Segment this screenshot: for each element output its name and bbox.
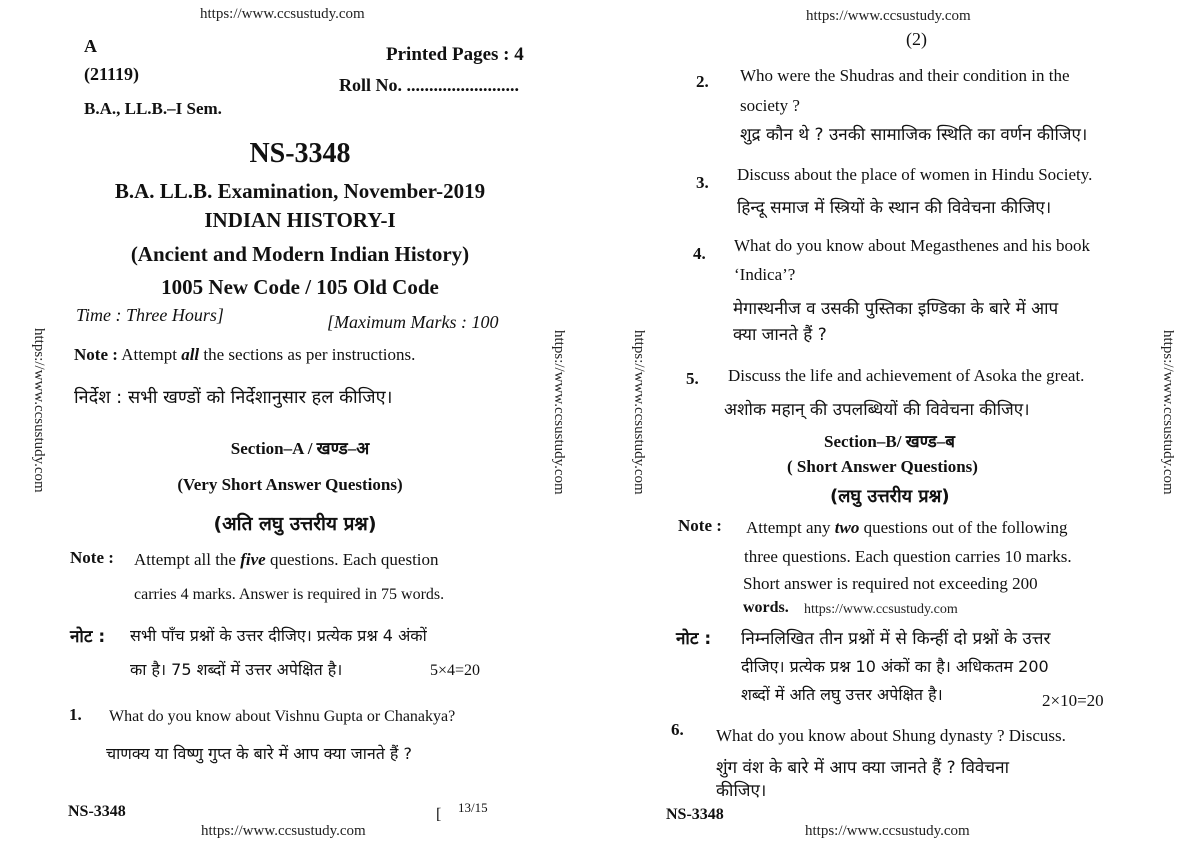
q5-hindi: अशोक महान् की उपलब्धियों की विवेचना कीजिए। xyxy=(724,400,1030,420)
series-label: A xyxy=(84,36,97,56)
page-number: (2) xyxy=(906,29,927,49)
note-b-line2: three questions. Each question carries 10 marks. xyxy=(744,547,1072,566)
marks-b: 2×10=20 xyxy=(1042,691,1104,710)
q2-number: 2. xyxy=(696,72,709,91)
q3-english: Discuss about the place of women in Hindu Society. xyxy=(737,165,1093,184)
q5-english: Discuss the life and achievement of Asoka the great. xyxy=(728,366,1085,385)
vsaq-heading: (Very Short Answer Questions) xyxy=(177,475,403,494)
saq-heading: ( Short Answer Questions) xyxy=(787,457,978,476)
note-a-hi-label: नोट : xyxy=(70,627,106,647)
url-side-right-outer: https://www.ccsustudy.com xyxy=(1160,330,1176,495)
url-side-left-outer: https://www.ccsustudy.com xyxy=(31,328,47,493)
code-line: 1005 New Code / 105 Old Code xyxy=(161,275,439,299)
q1-number: 1. xyxy=(69,705,82,724)
note-a-line1 xyxy=(134,550,439,570)
q5-number: 5. xyxy=(686,369,699,388)
paper-code: (21119) xyxy=(84,64,140,84)
code-title: NS-3348 xyxy=(249,138,351,169)
saq-hindi: (लघु उत्तरीय प्रश्न) xyxy=(830,486,950,507)
q3-number: 3. xyxy=(696,173,709,192)
url-side-right-inner: https://www.ccsustudy.com xyxy=(631,330,647,495)
note-text-post: the sections as per instructions. xyxy=(199,345,416,364)
footer-page: 13/15 xyxy=(458,800,488,815)
subject-title: INDIAN HISTORY-I xyxy=(204,208,396,232)
q4-hindi-2: क्या जानते हैं ? xyxy=(733,325,827,345)
note-a-hi-line1: सभी पाँच प्रश्नों के उत्तर दीजिए। प्रत्येक प्रश्न 4 अंकों xyxy=(130,626,427,645)
footer-bracket: [ xyxy=(436,806,442,823)
note-text-pre: Attempt xyxy=(121,345,182,364)
printed-pages: Printed Pages : 4 xyxy=(386,44,524,65)
note-b-line3: Short answer is required not exceeding 200 xyxy=(743,574,1038,593)
nirdesh-text: निर्देश : सभी खण्डों को निर्देशानुसार हल कीजिए। xyxy=(74,387,393,408)
section-b-heading: Section–B/ खण्ड–ब xyxy=(824,432,955,451)
q6-hindi-2: कीजिए। xyxy=(716,781,767,801)
url-top-left: https://www.ccsustudy.com xyxy=(200,6,365,22)
q4-english-1: What do you know about Megasthenes and his book xyxy=(734,236,1090,255)
q3-hindi: हिन्दू समाज में स्त्रियों के स्थान की विवेचना कीजिए। xyxy=(737,198,1052,218)
vsaq-hindi: (अति लघु उत्तरीय प्रश्न) xyxy=(213,513,377,535)
note-a-label: Note : xyxy=(70,548,114,567)
url-side-left-inner: https://www.ccsustudy.com xyxy=(551,330,567,495)
note-text-em: all xyxy=(181,345,200,364)
note-b-label: Note : xyxy=(678,516,722,535)
footer-code-right: NS-3348 xyxy=(666,806,724,823)
q2-english-2: society ? xyxy=(740,96,800,115)
roll-no: Roll No. ......................... xyxy=(339,75,519,95)
note-a-line2: carries 4 marks. Answer is required in 75 words. xyxy=(134,586,445,603)
q1-english: What do you know about Vishnu Gupta or Chanakya? xyxy=(109,708,456,725)
note-b-line1 xyxy=(746,518,1068,538)
note-a-hi-line2: का है। 75 शब्दों में उत्तर अपेक्षित है। xyxy=(130,660,343,679)
q4-hindi-1: मेगास्थनीज व उसकी पुस्तिका इण्डिका के बारे में आप xyxy=(733,299,1059,319)
note-b-line4: words. xyxy=(743,599,789,616)
q6-hindi-1: शुंग वंश के बारे में आप क्या जानते हैं ? विवेचना xyxy=(716,758,1009,778)
url-top-right: https://www.ccsustudy.com xyxy=(806,8,971,24)
q2-english-1: Who were the Shudras and their condition in the xyxy=(740,66,1070,85)
exam-title: B.A. LL.B. Examination, November-2019 xyxy=(114,179,486,203)
url-bottom-right: https://www.ccsustudy.com xyxy=(805,823,970,839)
section-a-heading: Section–A / खण्ड–अ xyxy=(230,439,370,458)
q4-english-2: ‘Indica’? xyxy=(734,265,796,284)
q1-hindi: चाणक्य या विष्णु गुप्त के बारे में आप क्या जानते हैं ? xyxy=(106,744,413,763)
q6-number: 6. xyxy=(671,720,684,739)
right-page xyxy=(600,0,1200,849)
footer-code-left: NS-3348 xyxy=(68,803,126,820)
note-b-line1-em: two xyxy=(834,518,860,537)
note-label: Note : xyxy=(74,345,118,364)
marks-a: 5×4=20 xyxy=(430,662,481,679)
q2-hindi: शुद्र कौन थे ? उनकी सामाजिक स्थिति का वर्णन कीजिए। xyxy=(740,125,1088,145)
q6-english: What do you know about Shung dynasty ? Discuss. xyxy=(716,726,1066,745)
max-marks: [Maximum Marks : 100 xyxy=(327,312,499,332)
note-a-line1-pre: Attempt all the xyxy=(134,550,241,569)
note-b-hi-line1: निम्नलिखित तीन प्रश्नों में से किन्हीं दो प्रश्नों के उत्तर xyxy=(741,629,1051,649)
url-inline: https://www.ccsustudy.com xyxy=(804,602,958,617)
note-b-line1-pre: Attempt any xyxy=(746,518,835,537)
q4-number: 4. xyxy=(693,244,706,263)
note-b-hi-line2: दीजिए। प्रत्येक प्रश्न 10 अंकों का है। अधिकतम 200 xyxy=(741,657,1049,676)
note-a-line1-post: questions. Each question xyxy=(265,550,439,569)
note-a-line1-em: five xyxy=(240,550,266,569)
course-label: B.A., LL.B.–I Sem. xyxy=(84,99,222,118)
note-general xyxy=(74,345,415,365)
time-label: Time : Three Hours] xyxy=(76,305,224,325)
note-b-line1-post: questions out of the following xyxy=(859,518,1068,537)
url-bottom-left: https://www.ccsustudy.com xyxy=(201,823,366,839)
note-b-hi-line3: शब्दों में अति लघु उत्तर अपेक्षित है। xyxy=(741,685,943,704)
subject-subtitle: (Ancient and Modern Indian History) xyxy=(130,242,470,266)
note-b-hi-label: नोट : xyxy=(676,629,712,649)
